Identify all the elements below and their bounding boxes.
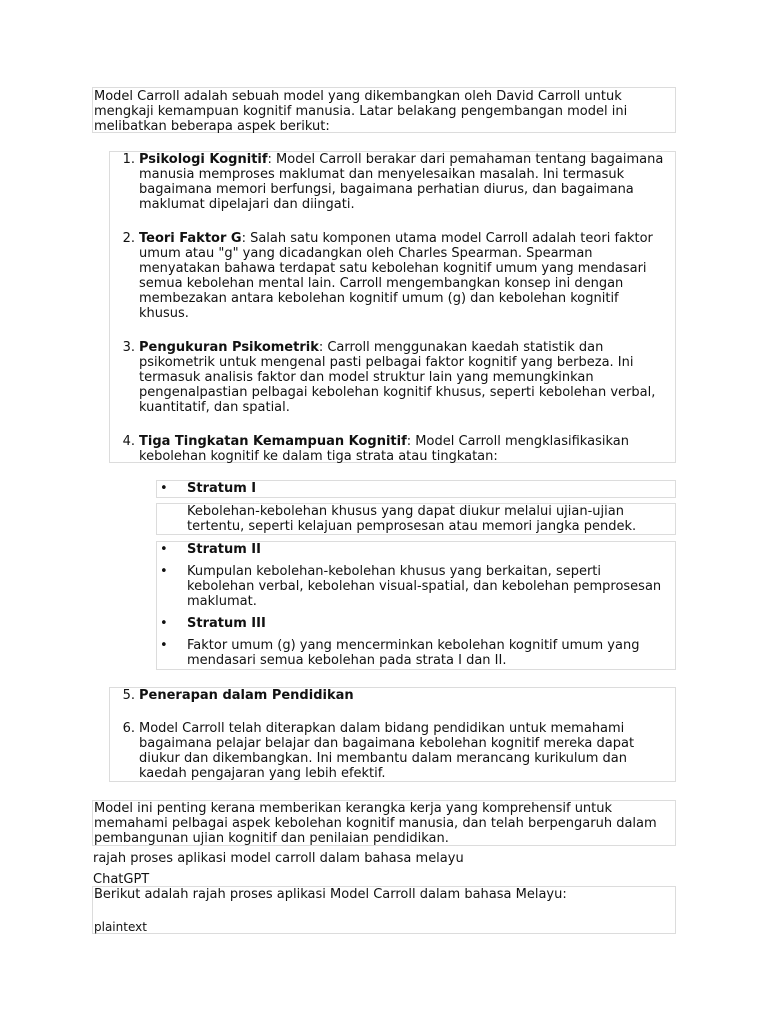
response-intro: Berikut adalah rajah proses aplikasi Model Carroll dalam bahasa Melayu: bbox=[94, 887, 567, 902]
stratum-2-item bbox=[159, 542, 669, 557]
stratum-2-title: Stratum II bbox=[187, 542, 261, 557]
intro-block bbox=[92, 87, 676, 133]
strata-list bbox=[159, 542, 669, 668]
list-item-title: Tiga Tingkatan Kemampuan Kognitif bbox=[139, 434, 407, 449]
list-number: 4. bbox=[122, 434, 135, 449]
list-item-4 bbox=[110, 434, 669, 464]
list-item-3 bbox=[110, 340, 669, 415]
bullet-icon: • bbox=[160, 616, 168, 631]
list-item-text: : Carroll menggunakan kaedah statistik dan psikometrik untuk mengenal pasti pelbagai faktor kognitif yang berbeza. Ini termasuk analisis faktor dan model struktur lain yang memungkinkan pengenalpastian pelbagai kebolehan kognitif khusus, seperti kebolehan verbal, kuantitatif, dan spatial. bbox=[139, 340, 656, 415]
stratum-2-desc: Kumpulan kebolehan-kebolehan khusus yang berkaitan, seperti kebolehan verbal, kebolehan visual-spatial, dan kebolehan pemprosesan maklumat. bbox=[187, 564, 662, 609]
list-item-title: Teori Faktor G bbox=[139, 231, 242, 246]
bullet-icon: • bbox=[160, 638, 168, 653]
strata-block bbox=[156, 541, 676, 670]
list-number: 2. bbox=[122, 231, 135, 246]
code-language-label: plaintext bbox=[94, 920, 147, 934]
stratum-1-title-block bbox=[156, 480, 676, 498]
list-item-text: : Model Carroll mengklasifikasikan kebolehan kognitif ke dalam tiga strata atau tingkatan: bbox=[139, 434, 629, 464]
list-number: 1. bbox=[122, 152, 135, 167]
bullet-icon: • bbox=[160, 542, 168, 557]
list-item-title: Pengukuran Psikometrik bbox=[139, 340, 319, 355]
intro-paragraph: Model Carroll adalah sebuah model yang dikembangkan oleh David Carroll untuk mengkaji kemampuan kognitif manusia. Latar belakang pengembangan model ini melibatkan beberapa aspek berikut: bbox=[94, 89, 628, 134]
stratum-3-item bbox=[159, 616, 669, 631]
list-item-1 bbox=[110, 152, 669, 212]
list-item-text: Model Carroll telah diterapkan dalam bidang pendidikan untuk memahami bagaimana pelajar belajar dan bagaimana kebolehan kognitif mereka dapat diukur dan dikembangkan. Ini membantu dalam merancang kurikulum dan kaedah pengajaran yang lebih efektif. bbox=[139, 721, 635, 781]
background-list bbox=[110, 152, 669, 464]
user-prompt: rajah proses aplikasi model carroll dalam bahasa melayu bbox=[93, 851, 464, 866]
stratum-3-desc: Faktor umum (g) yang mencerminkan kebolehan kognitif umum yang mendasari semua kebolehan pada strata I dan II. bbox=[187, 638, 640, 668]
bullet-icon: • bbox=[160, 481, 168, 496]
assistant-label: ChatGPT bbox=[93, 872, 150, 887]
conclusion-paragraph: Model ini penting kerana memberikan kerangka kerja yang komprehensif untuk memahami pelbagai aspek kebolehan kognitif manusia, dan telah berpengaruh dalam pembangunan ujian kognitif dan penilaian pendidikan. bbox=[94, 801, 657, 846]
stratum-3-desc-item bbox=[159, 638, 669, 668]
list-item-6 bbox=[110, 721, 669, 781]
list-item-2 bbox=[110, 231, 669, 321]
stratum-2-desc-item bbox=[159, 564, 669, 609]
list-item-5 bbox=[110, 688, 669, 703]
list-number: 6. bbox=[122, 721, 135, 736]
conclusion-block bbox=[92, 800, 676, 846]
list-item-text: : Salah satu komponen utama model Carroll adalah teori faktor umum atau "g" yang dicadangkan oleh Charles Spearman. Spearman menyatakan bahawa terdapat satu kebolehan kognitif umum yang mendasari semua kebolehan mental lain. Carroll mengembangkan konsep ini dengan membezakan antara kebolehan kognitif umum (g) dan kebolehan kognitif khusus. bbox=[139, 231, 653, 321]
stratum-1-title: Stratum I bbox=[187, 481, 257, 496]
list-item-text: : Model Carroll berakar dari pemahaman tentang bagaimana manusia memproses maklumat dan menyelesaikan masalah. Ini termasuk bagaimana memori berfungsi, bagaimana perhatian diurus, dan bagaimana maklumat dipelajari dan diingati. bbox=[139, 152, 664, 212]
bullet-icon: • bbox=[160, 564, 168, 579]
list-number: 3. bbox=[122, 340, 135, 355]
stratum-3-title: Stratum III bbox=[187, 616, 266, 631]
background-list-block bbox=[109, 151, 676, 463]
list-item-title: Psikologi Kognitif bbox=[139, 152, 268, 167]
application-list-block bbox=[109, 687, 676, 782]
response-block bbox=[92, 886, 676, 934]
list-number: 5. bbox=[122, 688, 135, 703]
stratum-1-item bbox=[159, 481, 669, 496]
stratum-1-desc: Kebolehan-kebolehan khusus yang dapat diukur melalui ujian-ujian tertentu, seperti kelajuan pemprosesan atau memori jangka pendek. bbox=[187, 504, 637, 534]
stratum-1-desc-block bbox=[156, 503, 676, 535]
application-list bbox=[110, 688, 669, 781]
list-item-title: Penerapan dalam Pendidikan bbox=[139, 688, 354, 703]
